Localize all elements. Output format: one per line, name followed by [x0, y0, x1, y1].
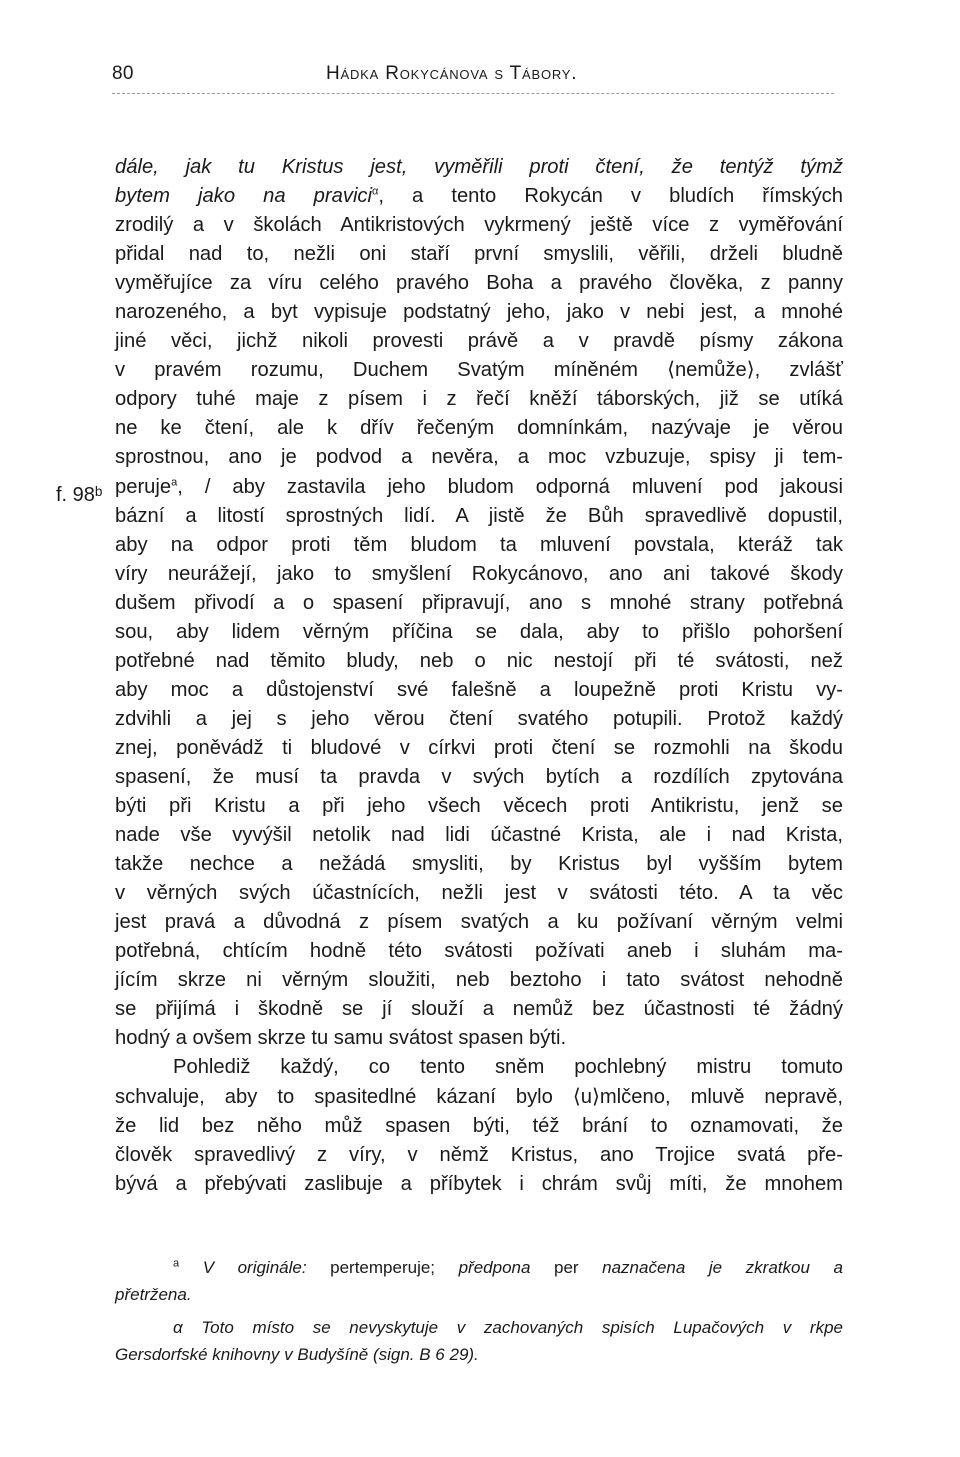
text-line: v věrných svých účastnících, nežli jest v svátosti této. A ta věc — [115, 882, 843, 905]
text-line: býti při Kristu a při jeho všech věcech proti Antikristu, jenž se — [115, 795, 843, 818]
italic-text: dále, jak tu Kristus jest, vyměřili proti čtení, že tentýž týmž — [115, 156, 843, 178]
text-line: dušem přivodí a o spasení připravují, ano s mnohé strany potřebná — [115, 591, 843, 614]
italic-text: naznačena je zkratkou a — [602, 1258, 843, 1277]
text-segment: , / aby zastavila jeho bludom odporná mluvení pod jakousi — [177, 475, 843, 498]
footnote-a-continuation — [115, 1281, 843, 1308]
footnote-alpha-continuation — [115, 1341, 843, 1368]
italic-text: Gersdorfské knihovny v Budyšíně (sign. B 6 29). — [115, 1345, 479, 1364]
text-line: sprostnou, ano je podvod a nevěra, a moc vzbuzuje, spisy ji tem- — [115, 446, 843, 469]
text-line: potřebná, chtícím hodně této svátosti požívati aneb i sluhám ma- — [115, 940, 843, 963]
running-header — [112, 63, 842, 89]
footnote-a-marker: a — [173, 1257, 180, 1270]
text-line: se přijímá i škodně se jí slouží a nemůž bez účastnosti té žádný — [115, 998, 843, 1021]
text-line: Pohlediž každý, co tento sněm pochlebný mistru tomuto — [173, 1056, 843, 1079]
text-line: člověk spravedlivý z víry, v němž Kristus, ano Trojice svatá pře- — [115, 1143, 843, 1166]
text-line: aby moc a důstojenství své falešně a loupežně proti Kristu vy- — [115, 678, 843, 701]
text-line — [115, 153, 843, 182]
page-number: 80 — [112, 63, 134, 84]
text-line: bývá a přebývati zaslibuje a příbytek i chrám svůj míti, že mnohem — [115, 1172, 843, 1195]
text-line: schvaluje, aby to spasitedlné kázaní bylo ⟨u⟩mlčeno, mluvě nepravě, — [115, 1085, 843, 1108]
text-line: spasení, že musí ta pravda v svých bytích a rozdílích zpytována — [115, 765, 843, 788]
text-line: narozeného, a byt vypisuje podstatný jeho, jako v nebi jest, a mnohé — [115, 301, 843, 324]
text-line: takže nechce a nežádá smysliti, by Kristus byl vyšším bytem — [115, 853, 843, 876]
text-line: jest pravá a důvodná z písem svatých a ku požívaní věrným velmi — [115, 911, 843, 934]
text-line: jiné věci, jichž nikoli provesti právě a v pravdě písmy zákona — [115, 330, 843, 353]
footnote-a — [115, 1254, 843, 1281]
italic-text: V originále: — [202, 1258, 307, 1277]
italic-text: bytem jako na pravici — [115, 185, 373, 208]
text-line: vyměřujíce za víru celého pravého Boha a pravého člověka, z panny — [115, 272, 843, 295]
running-title: Hádka Rokycánova s Tábory. — [326, 63, 578, 84]
footnote-alpha-marker: α — [173, 1318, 183, 1337]
text-line — [115, 182, 843, 211]
footnote-marker-a: a — [171, 475, 178, 488]
italic-text: předpona — [458, 1258, 531, 1277]
text-line: zdvihli a jej s jeho věrou čtení svatého potupili. Protož každý — [115, 707, 843, 730]
text-line: v pravém rozumu, Duchem Svatým míněném ⟨nemůže⟩, zvlášť — [115, 359, 843, 382]
text-segment: peruje — [115, 475, 172, 498]
italic-text: Toto místo se nevyskytuje v zachovaných spisích Lupačových v rkpe — [201, 1318, 843, 1337]
footnotes — [115, 1254, 843, 1368]
italic-text: přetržena. — [115, 1285, 192, 1304]
text-line: nade vše vyvýšil netolik nad lidi účastné Krista, ale i nad Krista, — [115, 824, 843, 847]
text-line: jícím skrze ni věrným sloužiti, neb beztoho i tato svátost nehodně — [115, 969, 843, 992]
text-line — [115, 473, 843, 502]
text-line: sou, aby lidem věrným příčina se dala, aby to přišlo pohoršení — [115, 620, 843, 643]
text-line: aby na odpor proti těm bludom ta mluvení povstala, kteráž tak — [115, 533, 843, 556]
main-text — [115, 153, 843, 1199]
footnote-alpha — [115, 1314, 843, 1341]
text-line: přidal nad to, nežli oni staří první smyslili, věřili, drželi bludně — [115, 243, 843, 266]
text-line: ne ke čtení, ale k dřív řečeným domnínkám, nazývaje je věrou — [115, 417, 843, 440]
folio-margin-note: f. 98ᵇ — [56, 484, 103, 506]
text-line: potřebné nad těmito bludy, neb o nic nestojí při té svátosti, než — [115, 649, 843, 672]
footnote-marker-alpha: α — [372, 185, 379, 198]
text-line: hodný a ovšem skrze tu samu svátost spasen býti. — [115, 1027, 567, 1050]
text-line: zrodilý a v školách Antikristových vykrmený ještě více z vyměřování — [115, 214, 843, 237]
text-line: odpory tuhé maje z písem i z řečí kněží táborských, již se utíká — [115, 388, 843, 411]
text-line: znej, poněvádž ti bludové v církvi proti čtení se rozmohli na škodu — [115, 736, 843, 759]
text-segment: per — [554, 1258, 579, 1277]
text-segment: , a tento Rokycán v bludích římských — [378, 185, 844, 208]
header-rule — [112, 93, 834, 94]
text-line: bázní a litostí sprostných lidí. A jistě že Bůh spravedlivě dopustil, — [115, 504, 843, 527]
text-segment: pertemperuje; — [330, 1258, 436, 1277]
text-line: že lid bez něho můž spasen býti, též brání to oznamovati, že — [115, 1114, 843, 1137]
text-line: víry neurážejí, jako to smyšlení Rokycánovo, ano ani takové škody — [115, 562, 843, 585]
